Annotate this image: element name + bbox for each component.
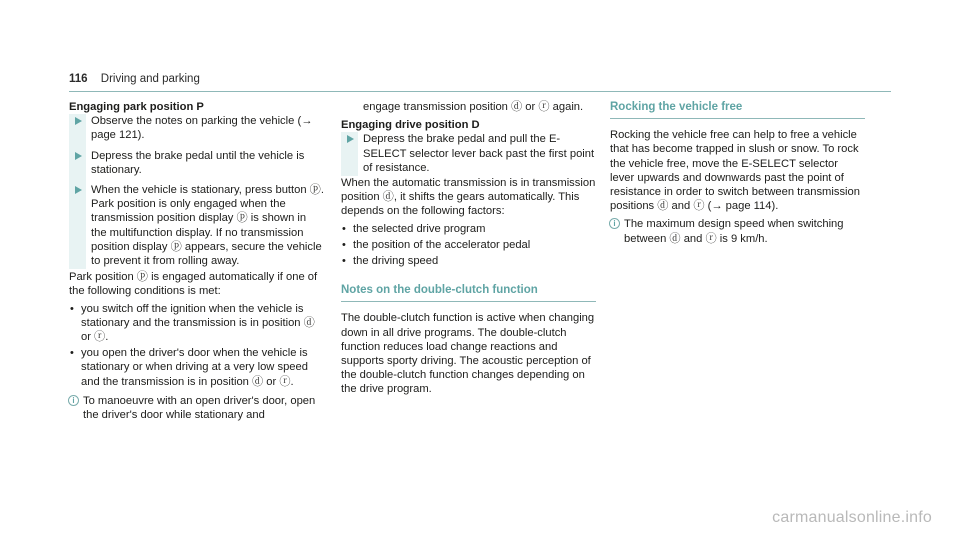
factors-list [341,222,596,269]
drive-steps [341,132,596,175]
list-item: • the selected drive program [341,222,596,236]
header-rule [69,91,891,92]
list-item: • the driving speed [341,254,596,268]
step-arrow-icon [347,135,354,143]
step-item [69,149,324,177]
step-arrow-icon [75,152,82,160]
list-item: • you open the driver's door when the vehicle is stationary or when driving at a very low speed and the transmission is in position ⓓ or ⓡ. [69,346,324,389]
info-note [610,217,865,245]
info-icon: i [609,218,620,229]
step-item [69,114,324,142]
auto-park-intro: Park position ⓟ is engaged automatically if one of the following conditions is met: [69,271,318,298]
step-text: Depress the brake pedal until the vehicle is stationary. [91,149,305,176]
continuation-text: engage transmission position ⓓ or ⓡ again. [363,101,584,113]
double-clutch-body: The double-clutch function is active when changing down in all drive programs. The double-clutch function reduces load change reactions and supports sporty driving. The acoustic perception of the double-clutch function changes depending on the drive program. [341,312,595,396]
step-detail: Park position is only engaged when the transmission position display ⓟ is shown in the multifunction display. If no transmission position display ⓟ appears, secure the vehicle to prevent it from rolling away. [91,198,322,268]
step-item [341,132,596,175]
heading-drive-position: Engaging drive position D [341,119,480,132]
rocking-body: Rocking the vehicle free can help to free a vehicle that has become trapped in slush or snow. To rock the vehicle free, move the E-SELECT selector lever upwards and downwards past the point of resistance in order to switch between transmission positions ⓓ and ⓡ (→ page 114). [610,129,860,213]
list-item: • the position of the accelerator pedal [341,238,596,252]
section-title-rocking: Rocking the vehicle free [610,100,865,119]
info-note [69,394,324,422]
note-text: The maximum design speed when switching between ⓓ and ⓡ is 9 km/h. [624,218,844,245]
step-text: Observe the notes on parking the vehicle (→ page 121). [91,115,313,142]
info-icon: i [68,395,79,406]
park-steps [69,114,324,268]
step-text: Depress the brake pedal and pull the E-SELECT selector lever back past the first point of resistance. [363,133,595,174]
heading-park-position: Engaging park position P [69,101,204,113]
column-middle [341,100,596,397]
column-left [69,100,324,422]
watermark: carmanualsonline.info [772,509,932,526]
note-text: To manoeuvre with an open driver's door, open the driver's door while stationary and [83,394,316,422]
column-right [610,100,865,246]
step-item [69,183,324,268]
drive-body: When the automatic transmission is in transmission position ⓓ, it shifts the gears automatically. This depends on the following factors: [341,177,596,218]
step-arrow-icon [75,117,82,125]
step-text: When the vehicle is stationary, press button ⓟ. [91,184,324,197]
section-title-double-clutch: Notes on the double-clutch function [341,283,596,302]
page-number: 116 [69,73,88,85]
section-name: Driving and parking [100,73,200,85]
page-header [69,73,200,85]
list-item: • you switch off the ignition when the vehicle is stationary and the transmission is in position ⓓ or ⓡ. [69,302,324,345]
conditions-list [69,302,324,389]
step-arrow-icon [75,186,82,194]
